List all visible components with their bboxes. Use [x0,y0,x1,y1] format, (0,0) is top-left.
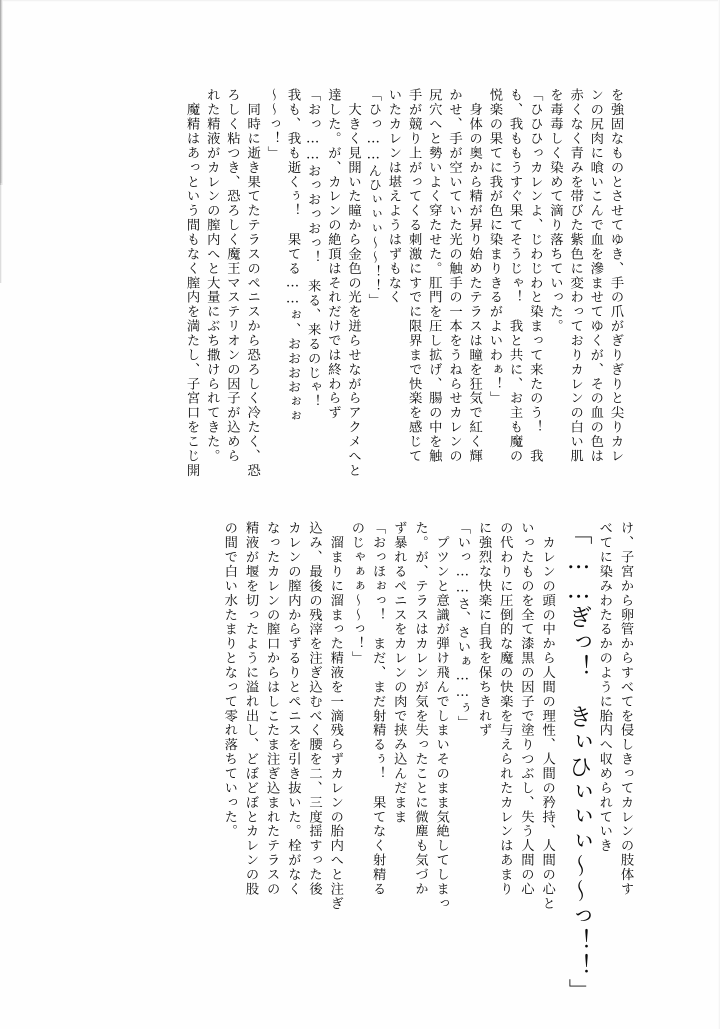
text-column: いったものを全て漆黒の因子で塗りつぶし、失う人間の心 [518,521,534,897]
text-column: も、我ももうすぐ果てそうじゃ！ 我と共に、お主も魔の [507,88,523,464]
text-column: の代わりに圧倒的な魔の快楽を与えられたカレンはあまり [497,521,513,897]
text-column: 「おっほぉっ！ まだ、まだ射精るぅ！ 果てなく射精る [370,521,386,897]
text-column: の間で白い水たまりとなって零れ落ちていった。 [221,521,237,839]
text-column: カレンの頭の中から人間の理性、人間の矜持、人間の心と [539,521,555,911]
text-column: 我も、我も逝くぅ！ 果てる……ぉ、おおおおぉぉ [285,88,300,424]
text-column: 身体の奥から精が昇り始めたテラスは瞳を狂気で紅く輝 [466,88,482,464]
text-column: べてに染みわたるかのように胎内へ収められていき [596,521,612,853]
text-column: 「ひひひっカレンよ、じわじわと染まって来たのう！ 我 [527,88,543,464]
text-column: 「おっ……おっおっおっ！ 来る、来るのじゃ！ [305,88,321,409]
text-column: 達した。が、カレンの絶頂はそれだけでは終わらず [325,88,341,420]
text-column: 「ひっ……んひぃぃぃ～～！！」 [365,88,381,308]
text-column: 魔精はあっという間もなく膣内を満たし、子宮口をこじ開 [184,88,200,478]
text-column: 尻穴へと勢いよく穿たせた。肛門を圧し拡げ、腸の中を触 [426,88,442,464]
text-column: 大きく見開いた瞳から金色の光を迸らせながらアクメへと [345,88,361,478]
text-column: カレンの膣内からずるりとペニスを引き抜いた。栓がなく [285,521,301,897]
text-column: ～～っ！」 [264,88,280,161]
text-column: を毒毒しく染めて滴り落ちていった。 [547,88,563,334]
scan-edge-left [0,0,3,185]
text-column: かせ、手が空いていた光の触手の一本をうねらせカレンの [446,88,462,464]
text-column: 手が競り上がってくる刺激にすでに限界まで快楽を感じて [406,88,422,464]
text-column: ず暴れるペニスをカレンの肉で挟み込んだまま [391,521,407,825]
text-column: ろしく粘つき、恐ろしく魔王マステリオンの因子が込めら [224,88,240,464]
text-column: れた精液がカレンの膣内へと大量にぶち撒けられてきた。 [204,88,220,464]
text-column: 込み、最後の残滓を注ぎ込むべく腰を二、三度揺すった後 [306,521,322,897]
text-column: プツンと意識が弾け飛んでしまいそのまま気絶してしまっ [433,521,449,911]
text-column: のじゃぁぁ～～っ！」 [348,521,364,666]
upper-text-block [178,88,622,518]
text-column: 「いっ……さ、さいぁ……ぅ」 [454,521,470,730]
scan-edge-left-lower [0,183,2,283]
text-column: なったカレンの膣口からはしこたま注ぎ込まれたテラスの [264,521,280,897]
text-column: た。が、テラスはカレンが気を失ったことに微塵も気づか [412,521,428,897]
text-column: ンの尻肉に喰いこんで血を滲ませてゆくが、その血の色は [587,88,603,464]
text-column: け、子宮から卵管からすべてを侵しきってカレンの肢体す [618,521,633,897]
text-column: 溜まりに溜まった精液を一滴残らずカレンの胎内へと注ぎ [327,521,343,911]
text-column: 「……ぎっ！ きぃひぃぃぃ～～っ！！」 [564,521,593,1004]
text-column: に強烈な快楽に自我を保ちきれず [476,521,492,738]
text-column: 赤くなく青みを帯びた紫色に変わっておりカレンの白い肌 [567,88,583,464]
lower-text-block [215,521,633,1004]
text-column: いたカレンは堪えようはずもなく [385,88,401,305]
scan-edge-top [0,0,720,2]
text-column: 同時に逝き果てたテラスのペニスから恐ろしく冷たく、恐 [244,88,260,478]
text-column: 精液が堰を切ったように溢れ出し、どぼどぼとカレンの股 [243,521,258,897]
text-column: 悦楽の果てに我が色に染まりきるがよいわぁ！」 [486,88,502,406]
text-column: を強固なものとさせてゆき、手の爪がぎりぎりと尖りカレ [608,88,623,464]
